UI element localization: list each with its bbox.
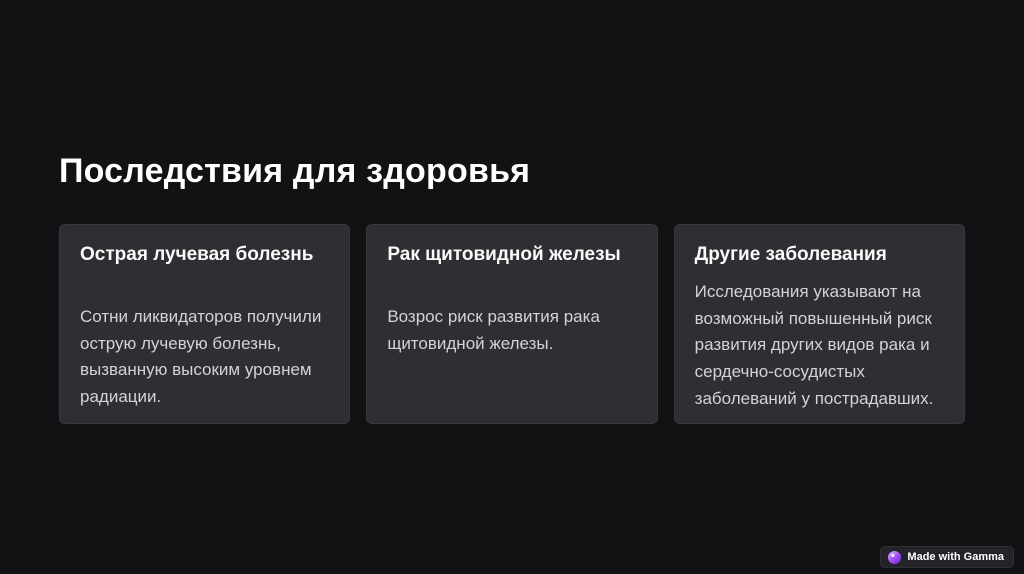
card-title: Острая лучевая болезнь bbox=[80, 244, 314, 265]
card-body: Сотни ликвидаторов получили острую лучевую болезнь, вызванную высоким уровнем радиации. bbox=[80, 307, 322, 407]
page-title: Последствия для здоровья bbox=[59, 152, 531, 190]
card-thyroid-cancer bbox=[366, 224, 657, 424]
card-other-diseases bbox=[674, 224, 965, 424]
gamma-logo-icon bbox=[888, 551, 901, 564]
made-with-gamma-label: Made with Gamma bbox=[907, 551, 1004, 563]
card-acute-radiation-sickness bbox=[59, 224, 350, 424]
made-with-gamma-badge[interactable] bbox=[880, 546, 1014, 568]
card-title: Другие заболевания bbox=[694, 244, 887, 265]
card-body: Исследования указывают на возможный повышенный риск развития других видов рака и сердечно-сосудистых заболеваний у пострадавших. bbox=[694, 282, 934, 408]
cards-row bbox=[59, 224, 965, 424]
card-title: Рак щитовидной железы bbox=[387, 244, 621, 265]
card-body: Возрос риск развития рака щитовидной железы. bbox=[387, 307, 600, 353]
